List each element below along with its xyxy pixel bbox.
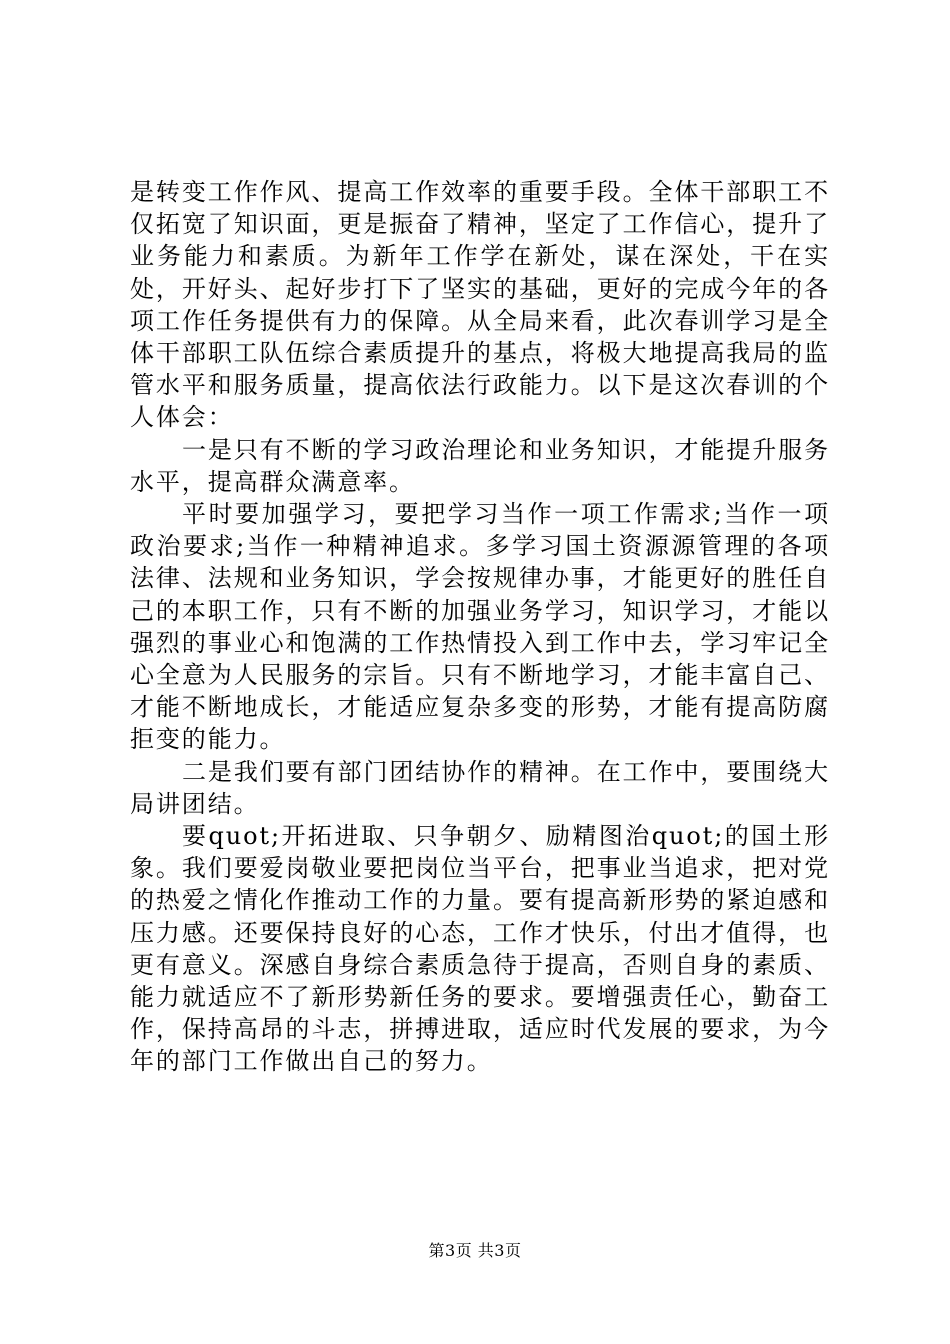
page-number-footer: 第3页 共3页 [428, 1241, 522, 1260]
paragraph-3: 平时要加强学习，要把学习当作一项工作需求;当作一项政治要求;当作一种精神追求。多学习国土资源源管理的各项法律、法规和业务知识，学会按规律办事，才能更好的胜任自己的本职工作，只有不断的加强业务学习，知识学习，才能以强烈的事业心和饱满的工作热情投入到工作中去，学习牢记全心全意为人民服务的宗旨。只有不断地学习，才能丰富自己、才能不断地成长，才能适应复杂多变的形势，才能有提高防腐拒变的能力。 [130, 500, 830, 754]
paragraph-4: 二是我们要有部门团结协作的精神。在工作中，要围绕大局讲团结。 [130, 757, 830, 818]
paragraph-1: 是转变工作作风、提高工作效率的重要手段。全体干部职工不仅拓宽了知识面，更是振奋了精神，坚定了工作信心，提升了业务能力和素质。为新年工作学在新处，谋在深处，干在实处，开好头、起好步打下了坚实的基础，更好的完成今年的各项工作任务提供有力的保障。从全局来看，此次春训学习是全体干部职工队伍综合素质提升的基点，将极大地提高我局的监管水平和服务质量，提高依法行政能力。以下是这次春训的个人体会： [130, 178, 830, 432]
document-body [130, 176, 830, 1078]
paragraph-2: 一是只有不断的学习政治理论和业务知识，才能提升服务水平，提高群众满意率。 [130, 435, 830, 496]
paragraph-5: 要quot;开拓进取、只争朝夕、励精图治quot;的国土形象。我们要爱岗敬业要把岗位当平台，把事业当追求，把对党的热爱之情化作推动工作的力量。要有提高新形势的紧迫感和压力感。还要保持良好的心态，工作才快乐，付出才值得，也更有意义。深感自身综合素质急待于提高，否则自身的素质、能力就适应不了新形势新任务的要求。要增强责任心，勤奋工作，保持高昂的斗志，拼搏进取，适应时代发展的要求，为今年的部门工作做出自己的努力。 [130, 822, 830, 1076]
